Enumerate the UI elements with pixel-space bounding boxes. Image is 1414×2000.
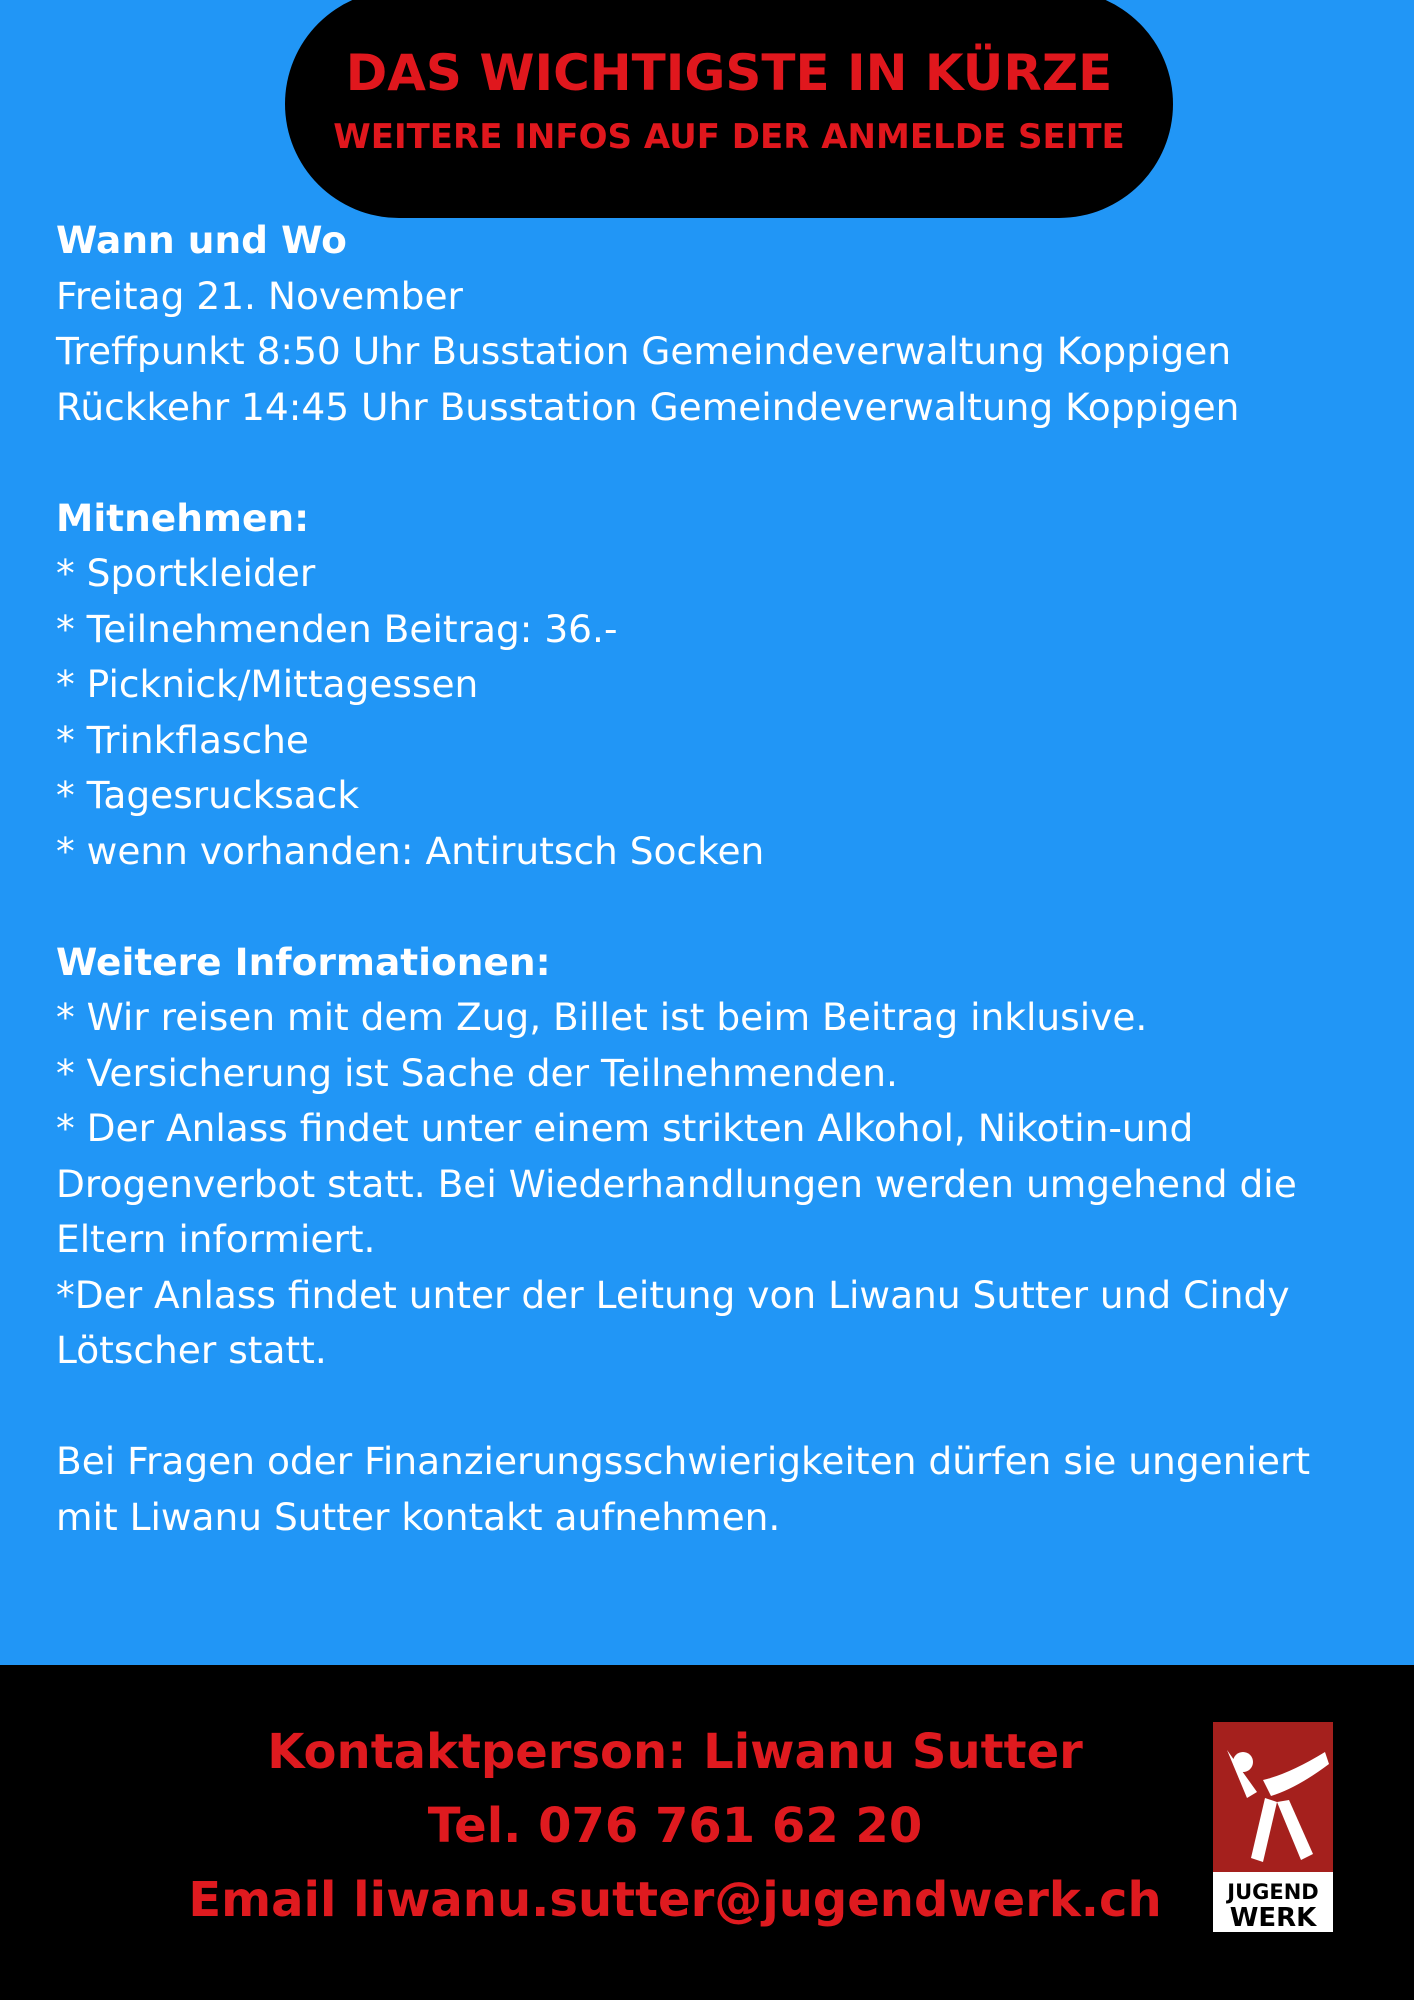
bring-item: * Tagesrucksack [56, 773, 360, 817]
info-item: * Der Anlass findet unter einem strikten Alkohol, Nikotin-und Drogenverbot statt. Bei Wiederhandlungen werden umgehend die Eltern informiert. [56, 1106, 1297, 1261]
spacer [56, 879, 1366, 935]
questions-text: Bei Fragen oder Finanzierungsschwierigkeiten dürfen sie ungeniert mit Liwanu Sutter kontakt aufnehmen. [56, 1439, 1311, 1539]
spacer [56, 1379, 1366, 1435]
contact-person: Kontaktperson: Liwanu Sutter [267, 1724, 1083, 1780]
when-where-return: Rückkehr 14:45 Uhr Busstation Gemeindeverwaltung Koppigen [56, 384, 1240, 429]
bring-item: * wenn vorhanden: Antirutsch Socken [56, 828, 765, 873]
info-heading: Weitere Informationen: [56, 939, 551, 984]
when-where-heading: Wann und Wo [56, 218, 347, 262]
bring-item: * Picknick/Mittagessen [56, 662, 479, 706]
footer [0, 1665, 1414, 2000]
jugendwerk-logo [1213, 1722, 1333, 1932]
logo-text-bottom: WERK [1229, 1903, 1317, 1932]
main-content [56, 213, 1366, 1545]
spacer [56, 435, 1366, 491]
header-subtitle: WEITERE INFOS AUF DER ANMELDE SEITE [333, 117, 1125, 157]
info-item: *Der Anlass findet unter der Leitung von Liwanu Sutter und Cindy Lötscher statt. [56, 1272, 1290, 1372]
info-item: * Versicherung ist Sache der Teilnehmenden. [56, 1050, 898, 1095]
contact-email: Email liwanu.sutter@jugendwerk.ch [188, 1872, 1162, 1928]
header-title: DAS WICHTIGSTE IN KÜRZE [345, 44, 1113, 102]
bring-heading: Mitnehmen: [56, 495, 310, 540]
header-banner [285, 0, 1173, 218]
logo-text-top: JUGEND [1227, 1880, 1319, 1904]
contact-phone: Tel. 076 761 62 20 [427, 1798, 923, 1854]
when-where-date: Freitag 21. November [56, 273, 463, 318]
bring-item: * Trinkflasche [56, 717, 309, 762]
bring-item: * Sportkleider [56, 551, 316, 595]
info-item: * Wir reisen mit dem Zug, Billet ist beim Beitrag inklusive. [56, 995, 1148, 1039]
footer-contact-block [150, 1715, 1200, 1937]
bring-item: * Teilnehmenden Beitrag: 36.- [56, 606, 618, 651]
when-where-meeting-point: Treffpunkt 8:50 Uhr Busstation Gemeindeverwaltung Koppigen [56, 329, 1232, 373]
